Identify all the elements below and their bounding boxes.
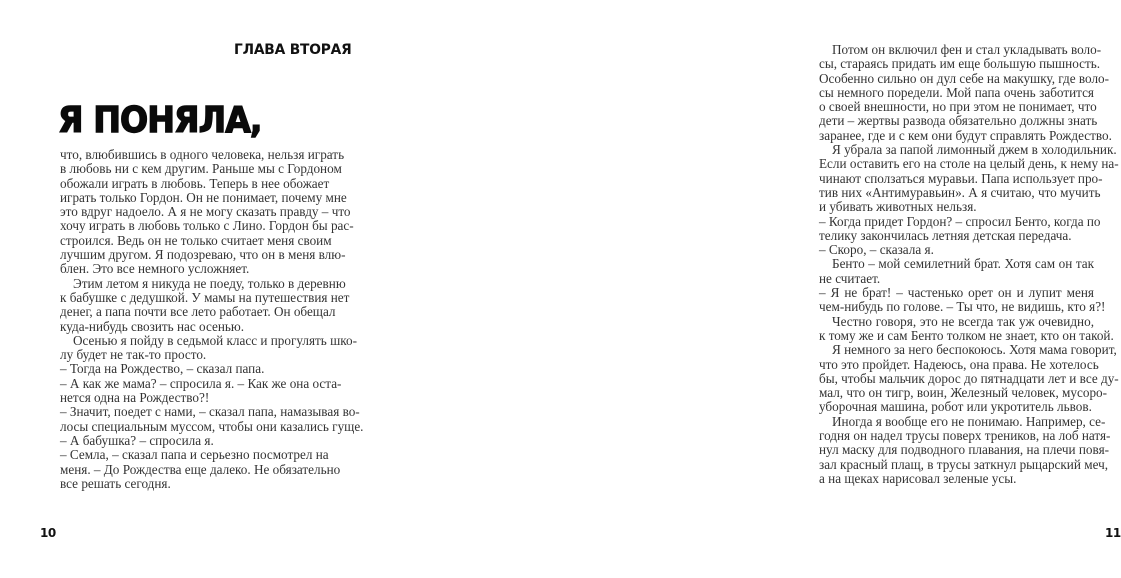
text-line: Честно говоря, это не всегда так уж очевидно,: [832, 313, 1094, 329]
text-line: что, влюбившись в одного человека, нельзя играть: [60, 147, 345, 162]
text-line: – Тогда на Рождество, – сказал папа.: [60, 361, 265, 377]
text-line: все решать сегодня.: [60, 475, 171, 491]
text-line: Потом он включил фен и стал укладывать воло-: [832, 42, 1102, 57]
text-line: – Значит, поедет с нами, – сказал папа, намазывая во-: [60, 404, 360, 420]
text-line: играть только Гордон. Он не понимает, почему мне: [60, 189, 347, 205]
left-page-body: [60, 147, 364, 491]
text-line: к тому же и сам Бенто толком не знает, кто он такой.: [819, 327, 1114, 343]
text-line: Я немного за него беспокоюсь. Хотя мама говорит,: [832, 342, 1117, 358]
text-line: обожали играть в любовь. Теперь в нее обожает: [60, 175, 330, 191]
right-page-body: [819, 42, 1119, 486]
text-line: строился. Ведь он не только считает меня своим: [60, 232, 332, 248]
text-line: чем-нибудь по голове. – Ты что, не видишь, кто я?!: [819, 299, 1106, 315]
text-line: нул маску для подводного плавания, на плечи повя-: [819, 442, 1110, 458]
text-line: – Скоро, – сказала я.: [819, 242, 934, 258]
text-line: заранее, где и с кем они будут справлять Рождество.: [819, 127, 1112, 143]
text-line: лосы специальным муссом, чтобы они казались гуще.: [60, 418, 364, 434]
text-line: – Когда придет Гордон? – спросил Бенто, когда по: [819, 213, 1101, 229]
page-number-right: 11: [1105, 526, 1121, 540]
text-line: телику закончилась летняя детская передача.: [819, 227, 1072, 243]
text-line: зал красный плащ, в трусы заткнул рыцарский меч,: [819, 456, 1109, 472]
text-line: что это пройдет. Надеюсь, она права. Не хотелось: [819, 356, 1099, 372]
chapter-title: Я ПОНЯЛА,: [58, 100, 262, 141]
text-line: Если оставить его на столе на целый день, к нему на-: [819, 156, 1119, 172]
text-line: Этим летом я никуда не поеду, только в деревню: [73, 275, 346, 291]
text-line: годня он надел трусы поверх треников, на лоб натя-: [819, 428, 1111, 444]
text-line: это вдруг надоело. А я не могу сказать правду – что: [60, 204, 351, 220]
text-line: в любовь ни с кем другим. Раньше мы с Гордоном: [60, 161, 342, 177]
text-line: к бабушке с дедушкой. У мамы на путешествия нет: [60, 289, 350, 305]
text-line: – Семла, – сказал папа и серьезно посмотрел на: [60, 447, 329, 463]
text-line: тив них «Антимуравьин». А я считаю, что мучить: [819, 184, 1101, 200]
text-line: Иногда я вообще его не понимаю. Например, се-: [832, 413, 1106, 429]
text-line: мал, что он тигр, воин, Железный человек, мусоро-: [819, 385, 1108, 401]
text-line: лучшим другом. Я подозреваю, что он в меня влю-: [60, 247, 346, 263]
text-line: блен. Это все немного усложняет.: [60, 261, 250, 277]
text-line: меня. – До Рождества еще далеко. Не обязательно: [60, 461, 341, 477]
page-number-left: 10: [40, 526, 56, 540]
text-line: – А как же мама? – спросила я. – Как же она оста-: [60, 375, 342, 391]
text-line: бы, чтобы мальчик дорос до пятнадцати лет и все ду-: [819, 370, 1119, 386]
text-line: чинают сползаться муравьи. Папа использует про-: [819, 170, 1103, 186]
left-page: [0, 0, 385, 578]
chapter-label: ГЛАВА ВТОРАЯ: [234, 42, 352, 58]
text-line: Осенью я пойду в седьмой класс и прогулять шко-: [73, 332, 357, 348]
text-line: нется одна на Рождество?!: [60, 390, 210, 406]
text-line: – А бабушка? – спросила я.: [60, 432, 214, 448]
text-line: дети – жертвы развода обязательно должны знать: [819, 113, 1098, 129]
text-line: не считает.: [819, 270, 881, 286]
text-line: денег, а папа почти все лето работает. Он обещал: [60, 304, 336, 320]
text-line: лу будет не так-то просто.: [60, 347, 207, 363]
text-line: и убивать животных нельзя.: [819, 199, 977, 215]
text-line: хочу играть в любовь только с Лино. Гордон бы рас-: [60, 218, 354, 234]
text-line: сы, стараясь придать им еще большую пышность.: [819, 56, 1101, 72]
text-line: – Я не брат! – частенько орет он и лупит меня: [819, 285, 1094, 301]
text-line: Я убрала за папой лимонный джем в холодильник.: [832, 142, 1117, 158]
text-line: куда-нибудь свозить нас осенью.: [60, 318, 245, 334]
text-line: уборочная машина, робот или укротитель львов.: [819, 399, 1092, 415]
text-line: а на щеках нарисовал зеленые усы.: [819, 470, 1017, 486]
text-line: Особенно сильно он дул себе на макушку, где воло-: [819, 70, 1110, 86]
text-line: сы немного поредели. Мой папа очень заботится: [819, 84, 1094, 100]
text-line: о своей внешности, но при этом не понимает, что: [819, 99, 1097, 115]
text-line: Бенто – мой семилетний брат. Хотя сам он так: [832, 256, 1094, 272]
right-page: [385, 0, 1121, 578]
